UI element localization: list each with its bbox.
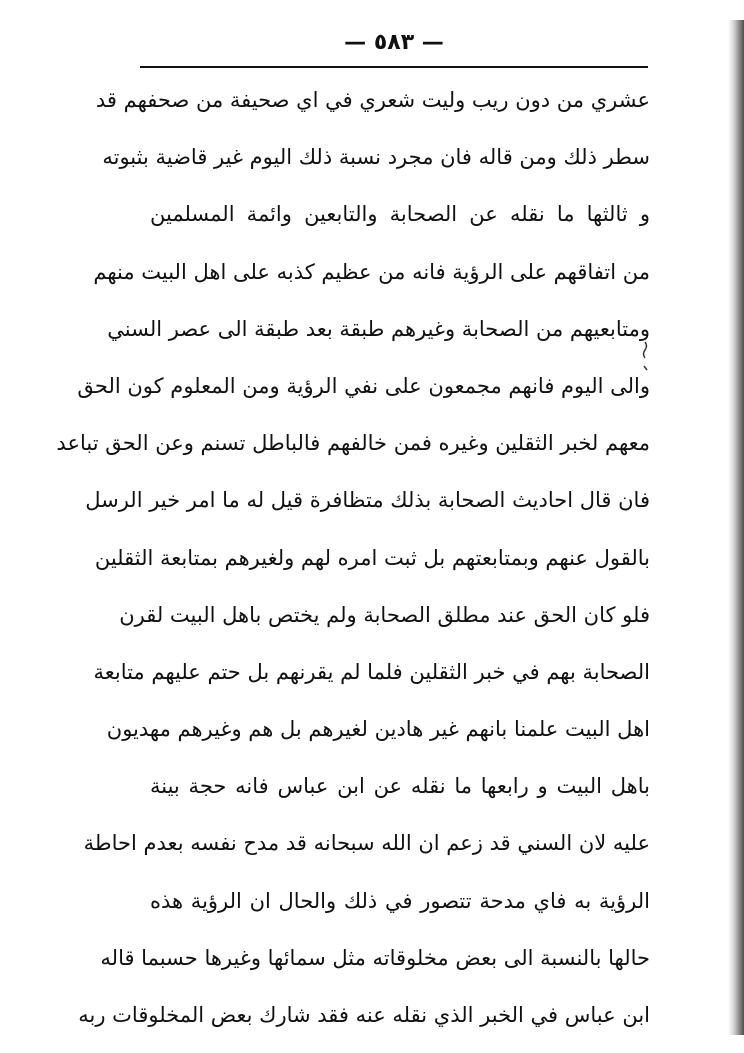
header-rule [140,66,648,68]
text-line: فلو كان الحق عند مطلق الصحابة ولم يختص باهل البيت لقرن [119,602,650,627]
text-line: والى اليوم فانهم مجمعون على نفي الرؤية ومن المعلوم كون الحق [77,373,650,398]
page-header [140,28,648,68]
text-line: ابن عباس في الخبر الذي نقله عنه فقد شارك بعض المخلوقات ربه [78,1003,650,1027]
text-line: باهل البيت و رابعها ما نقله عن ابن عباس فانه حجة بينة [150,774,650,799]
text-line: عشري من دون ريب وليت شعري في اي صحيفة من صحفهم قد [95,88,650,112]
text-line: الصحابة بهم في خبر الثقلين فلما لم يقرنهم بل حتم عليهم متابعة [93,659,650,684]
scan-edge [728,20,744,1035]
page-number: — ٥٨٣ — [344,30,444,55]
text-line: عليه لان السني قد زعم ان الله سبحانه قد مدح نفسه بعدم احاطة [83,831,650,856]
text-line: معهم لخبر الثقلين وغيره فمن خالفهم فالباطل تسنم وعن الحق تباعد [56,431,650,456]
text-line: سطر ذلك ومن قاله فان مجرد نسبة ذلك اليوم غير قاضية بثبوته [102,145,650,170]
text-line: من اتفاقهم على الرؤية فانه من عظيم كذبه على اهل البيت منهم [93,259,650,284]
text-line: حالها بالنسبة الى بعض مخلوقاته مثل سمائها وغيرها حسبما قاله [100,945,650,970]
text-line: فان قال احاديث الصحابة بذلك متظافرة قيل له ما امر خير الرسل [85,488,650,513]
text-line: بالقول عنهم وبمتابعتهم بل ثبت امره لهم ولغيرهم بمتابعة الثقلين [94,545,650,570]
margin-mark-icon [640,340,650,372]
body-text [56,72,650,1044]
text-line: اهل البيت علمنا بانهم غير هادين لغيرهم بل هم وغيرهم مهديون [106,717,650,742]
text-line: و ثالثها ما نقله عن الصحابة والتابعين وائمة المسلمين [150,202,650,227]
text-line: الرؤية به فاي مدحة تتصور في ذلك والحال ان الرؤية هذه [150,888,650,913]
text-line: ومتابعيهم من الصحابة وغيرهم طبقة بعد طبقة الى عصر السني [107,316,650,341]
margin-mark [640,340,650,372]
